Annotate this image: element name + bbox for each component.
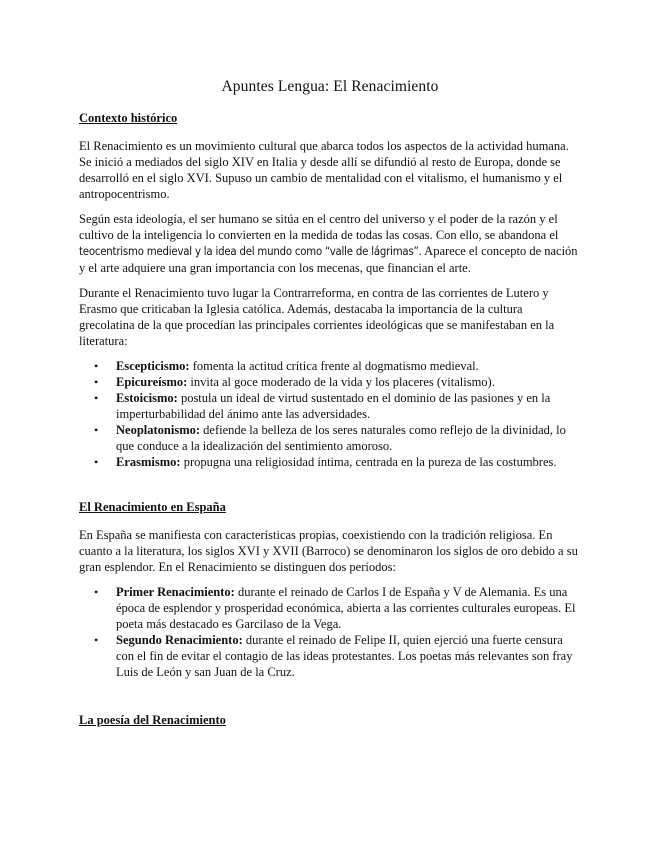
- spacer: [79, 480, 581, 499]
- paragraph-ideologia-start: Según esta ideología, el ser humano se sitúa en el centro del universo y el poder de la razón y el cultivo de la inteligencia lo convierten en la medida de todas las cosas. Con ello, se abandona el: [79, 212, 559, 242]
- paragraph-renacimiento-intro: El Renacimiento es un movimiento cultural que abarca todos los aspectos de la actividad humana. Se inició a mediados del siglo XIV en Italia y desde allí se difundió al resto de Europa, donde se desarrolló en el siglo XVI. Supuso un cambio de mentalidad con el vitalismo, el humanismo y el antropocentrismo.: [79, 139, 569, 201]
- list-item: [79, 358, 581, 374]
- document-title: Apuntes Lengua: El Renacimiento: [221, 78, 439, 95]
- list-item: [79, 390, 581, 422]
- bullet-icon: •: [94, 375, 99, 389]
- ideological-currents-list: [79, 358, 581, 470]
- list-item: [79, 584, 581, 632]
- list-item-text: fomenta la actitud crítica frente al dogmatismo medieval.: [189, 359, 479, 373]
- list-item-term: Epicureísmo:: [116, 375, 188, 389]
- list-item: [79, 374, 581, 390]
- list-item-term: Estoicismo:: [116, 391, 178, 405]
- list-item-text: invita al goce moderado de la vida y los placeres (vitalismo).: [187, 375, 495, 389]
- list-item-term: Segundo Renacimiento:: [116, 633, 243, 647]
- section-heading-espana: El Renacimiento en España: [79, 500, 226, 514]
- list-item-text: postula un ideal de virtud sustentado en el dominio de las pasiones y en la imperturbabilidad del ánimo ante las adversidades.: [116, 391, 551, 421]
- bullet-icon: •: [94, 423, 99, 437]
- periods-list: [79, 584, 581, 680]
- list-item-text: propugna una religiosidad íntima, centrada en la pureza de las costumbres.: [180, 455, 557, 469]
- list-item-text: durante el reinado de Felipe II, quien ejerció una fuerte censura con el fin de evitar el contagio de las ideas protestantes. Los poetas más relevantes son fray Luis de León y san Juan de la Cruz.: [116, 633, 573, 679]
- list-item-text: defiende la belleza de los seres naturales como reflejo de la divinidad, lo que conduce a la idealización del sentimiento amoroso.: [116, 423, 566, 453]
- list-item-term: Neoplatonismo:: [116, 423, 201, 437]
- paragraph-contrarreforma: Durante el Renacimiento tuvo lugar la Contrarreforma, en contra de las corrientes de Lutero y Erasmo que criticaban la Iglesia católica. Además, destacaba la importancia de la cultura grecolatina de la que procedían las principales corrientes ideológicas que se manifestaban en la literatura:: [79, 286, 555, 348]
- bullet-icon: •: [94, 585, 99, 599]
- list-item-term: Primer Renacimiento:: [116, 585, 235, 599]
- list-item-text: durante el reinado de Carlos I de España y V de Alemania. Es una época de esplendor y prosperidad económica, abierta a las corrientes culturales europeas. El poeta más destacado es Garcilaso de la Vega.: [116, 585, 576, 631]
- paragraph-ideologia: [79, 211, 581, 276]
- list-item-term: Erasmismo:: [116, 455, 181, 469]
- document-page: [79, 78, 581, 740]
- list-item: [79, 454, 581, 470]
- section-heading-poesia: La poesía del Renacimiento: [79, 713, 226, 727]
- paragraph-espana-intro: En España se manifiesta con características propias, coexistiendo con la tradición religiosa. En cuanto a la literatura, los siglos XVI y XVII (Barroco) se denominaron los siglos de oro debido a su gran esplendor. En el Renacimiento se distinguen dos períodos:: [79, 528, 578, 574]
- list-item: [79, 632, 581, 680]
- bullet-icon: •: [94, 359, 99, 373]
- list-item: [79, 422, 581, 454]
- bullet-icon: •: [94, 455, 99, 469]
- list-item-term: Escepticismo:: [116, 359, 190, 373]
- bullet-icon: •: [94, 391, 99, 405]
- spacer: [79, 690, 581, 712]
- section-heading-contexto: Contexto histórico: [79, 111, 178, 125]
- bullet-icon: •: [94, 633, 99, 647]
- paragraph-ideologia-end: . Aparece el concepto de nación y el arte adquiere una gran importancia con los mecenas, que financian el arte.: [79, 244, 578, 275]
- handwritten-phrase: teocentrismo medieval y la idea del mundo como “valle de lágrimas”: [79, 245, 419, 258]
